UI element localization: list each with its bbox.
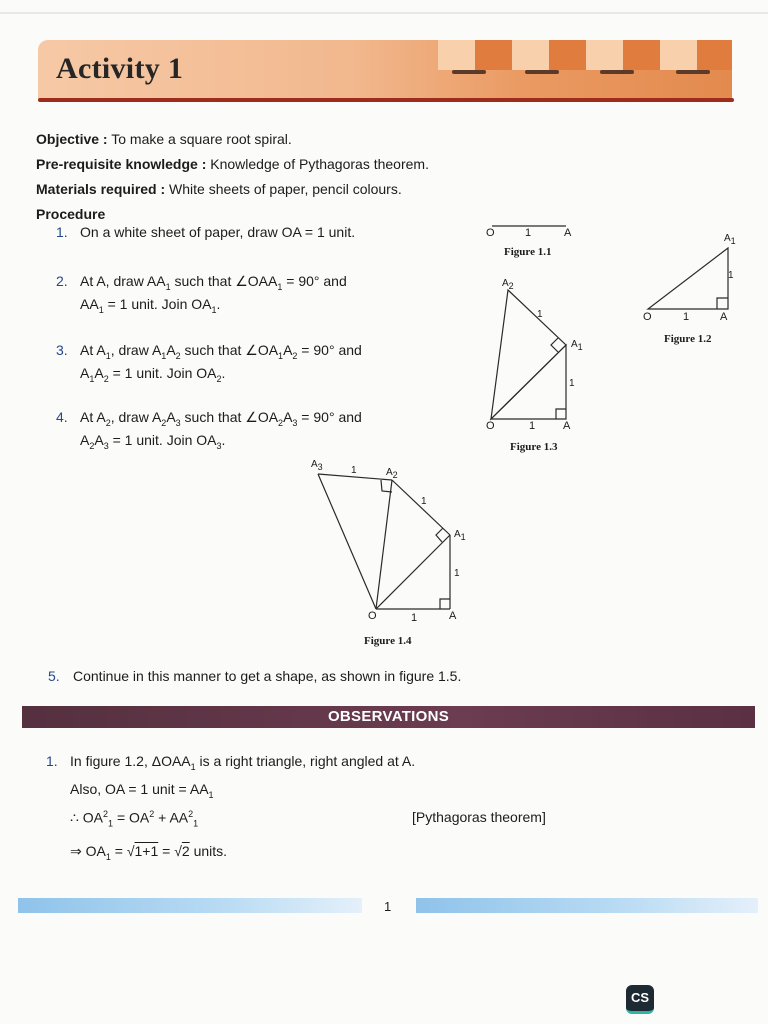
materials-label: Materials required :	[36, 181, 166, 197]
fig14-a1a2	[392, 480, 450, 535]
step-2-line-1: At A, draw $AA_1$ such that $\angle OAA_1 = 90^\circ$ and	[80, 273, 347, 292]
fig12-caption: Figure 1.2	[664, 333, 712, 345]
observations-title: OBSERVATIONS	[327, 708, 450, 725]
step-2-line-2: $AA_1 = 1$ unit. Join $OA_1$.	[80, 296, 221, 315]
page-title: Activity 1	[56, 52, 184, 85]
fig14-label-o: O	[368, 610, 377, 622]
prerequisite-label: Pre-requisite knowledge :	[36, 156, 207, 172]
step-number: 1.	[56, 224, 68, 240]
fig13-label-a: A	[563, 420, 571, 432]
fig14-label-1-a1: 1	[454, 568, 460, 579]
observations-banner	[22, 706, 755, 728]
step-5-text: Continue in this manner to get a shape, as shown in figure 1.5.	[73, 668, 462, 684]
fig13-label-o: O	[486, 420, 495, 432]
fig12-right-angle	[717, 298, 728, 309]
footer-bar-left	[18, 898, 362, 913]
step-3-line-1: At $A_1$, draw $A_1A_2$ such that $\angle OA_1A_2 = 90^\circ$ and	[80, 342, 362, 361]
step-number: 5.	[48, 668, 60, 684]
fig12-label-a1: $A_1$	[724, 233, 736, 246]
fig11-label-o: O	[486, 227, 495, 239]
fig13-label-1-base: 1	[529, 420, 536, 432]
fig11-caption: Figure 1.1	[504, 246, 552, 258]
step-number: 2.	[56, 273, 68, 289]
footer-bar-right	[416, 898, 758, 913]
objective-text: To make a square root spiral.	[111, 131, 292, 147]
fig14-label-1-a3: 1	[351, 465, 357, 476]
fig12-label-1-base: 1	[683, 311, 690, 323]
step-number: 4.	[56, 409, 68, 425]
fig13-caption: Figure 1.3	[510, 441, 558, 453]
step-1-text: On a white sheet of paper, draw OA = 1 unit.	[80, 224, 356, 240]
fig12-label-1-side: 1	[728, 270, 734, 281]
fig14-oa3	[318, 474, 376, 609]
fig14-oa2	[376, 480, 392, 609]
fig14-caption: Figure 1.4	[364, 635, 412, 647]
observation-line-1: In figure 1.2, $\Delta OAA_1$ is a right triangle, right angled at A.	[70, 753, 416, 772]
fig12-label-o: O	[643, 311, 652, 323]
step-4-line-1: At $A_2$, draw $A_2A_3$ such that $\angle OA_2A_3 = 90^\circ$ and	[80, 409, 362, 428]
objective-label: Objective :	[36, 131, 108, 147]
fig14-label-a2: $A_2$	[386, 467, 398, 480]
fig11-label-a: A	[564, 227, 572, 239]
fig14-oa1	[376, 535, 450, 609]
fig14-label-1-base: 1	[411, 612, 418, 624]
fig13-right-angle-a1	[551, 338, 558, 352]
prerequisite-text: Knowledge of Pythagoras theorem.	[210, 156, 429, 172]
fig13-label-1-mid: 1	[569, 378, 575, 389]
fig14-label-a: A	[449, 610, 457, 622]
procedure-heading: Procedure	[36, 206, 106, 222]
fig13-right-angle-a	[556, 409, 566, 419]
fig13-label-a2: $A_2$	[502, 278, 514, 291]
fig14-label-a1: $A_1$	[454, 529, 466, 542]
step-3-line-2: $A_1A_2 = 1$ unit. Join $OA_2$.	[80, 365, 226, 384]
fig11-label-1: 1	[525, 227, 532, 239]
fig14-label-a3: $A_3$	[311, 459, 323, 472]
fig13-label-a1: $A_1$	[571, 339, 583, 352]
observation-number: 1.	[46, 753, 58, 769]
pythagoras-note: [Pythagoras theorem]	[412, 809, 546, 825]
fig13-label-1-top: 1	[537, 309, 543, 320]
observation-line-4: ⇒ $OA_1 = √1+1 = √2$ units.	[70, 843, 228, 862]
materials-text: White sheets of paper, pencil colours.	[169, 181, 402, 197]
step-4-line-2: $A_2A_3 = 1$ unit. Join $OA_3$.	[80, 432, 226, 451]
fig14-label-1-a2: 1	[421, 496, 427, 507]
page-number: 1	[384, 899, 392, 914]
step-number: 3.	[56, 342, 68, 358]
observation-line-3: ∴ $OA^2_1 = OA^2 + AA^2_1$	[70, 809, 199, 829]
fig14-right-angle-a1	[436, 528, 443, 542]
fig13-triangle-2	[491, 290, 566, 419]
camscanner-badge: CS	[626, 985, 654, 1014]
fig12-triangle	[648, 248, 728, 309]
observation-line-2: Also, OA = 1 unit = $AA_1$	[70, 781, 214, 800]
fig14-right-angle-a	[440, 599, 450, 609]
fig12-label-a: A	[720, 311, 728, 323]
